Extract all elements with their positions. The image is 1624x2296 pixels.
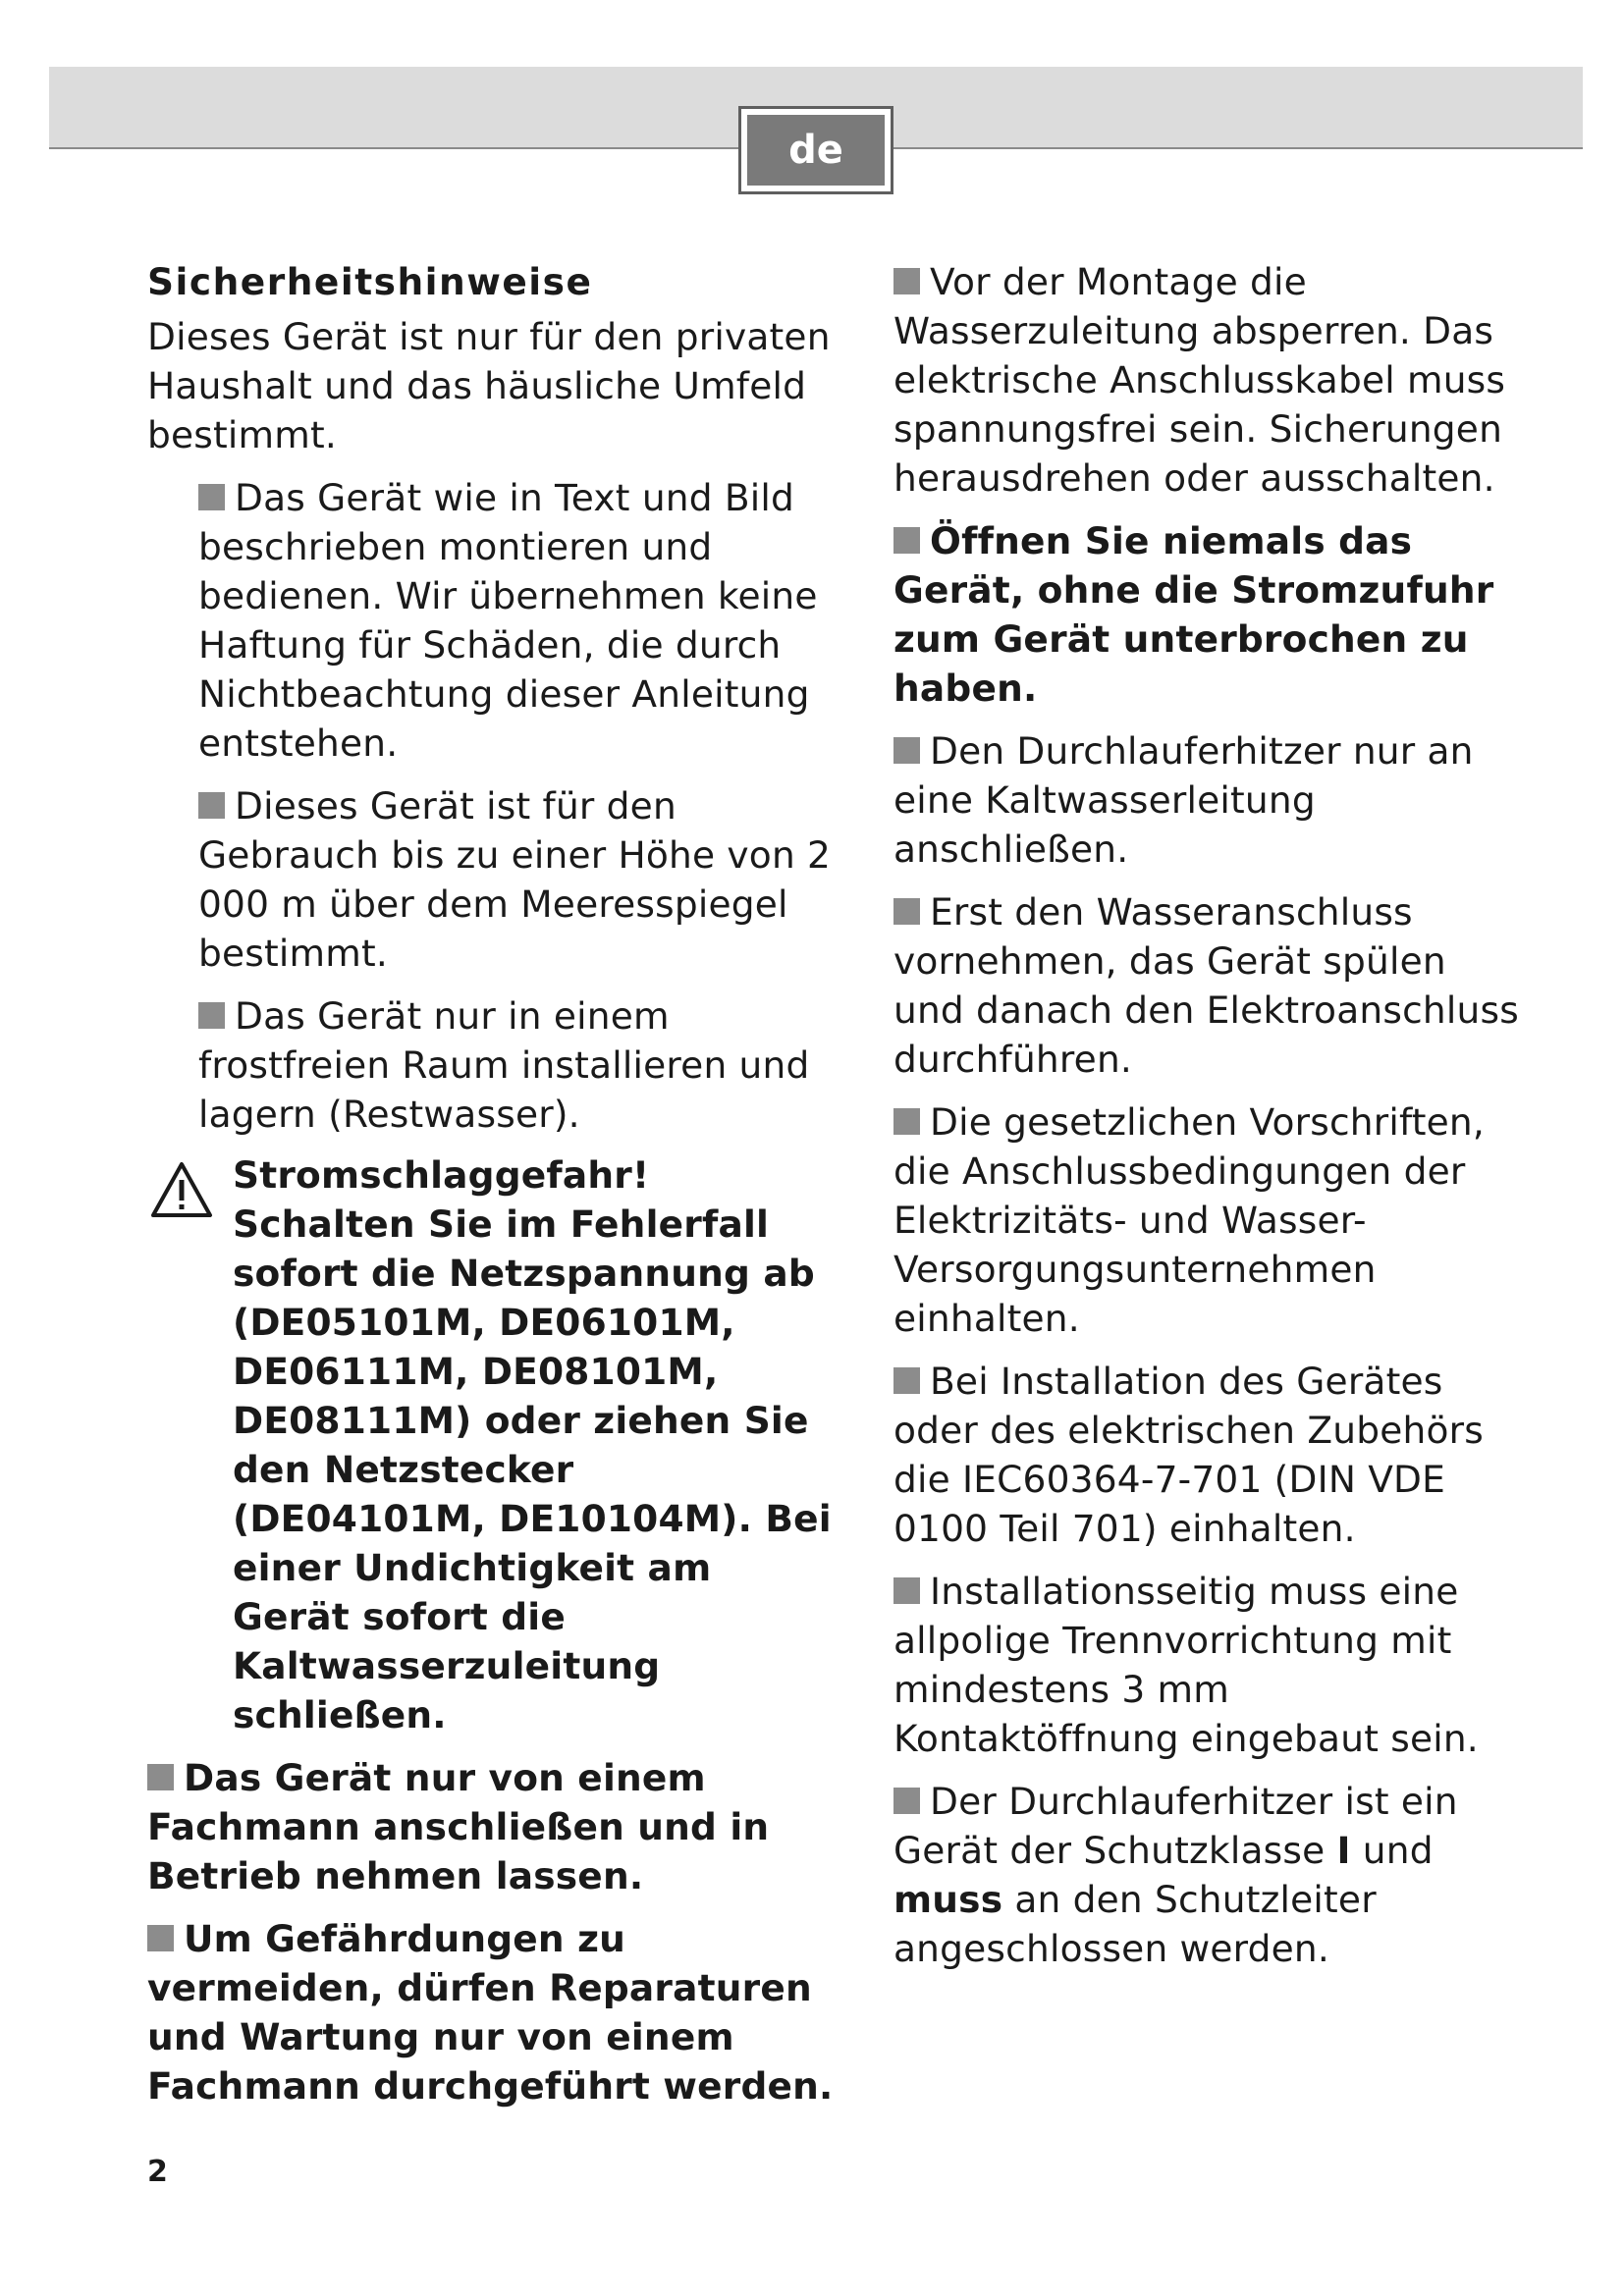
list-item: [893, 1567, 1522, 1763]
language-badge-label: de: [747, 115, 885, 186]
list-item-text: Installationsseitig muss eine allpolige Trennvorrichtung mit mindestens 3 mm Kontaktöffnung eingebaut sein.: [893, 1570, 1479, 1760]
list-item: [893, 1097, 1522, 1343]
square-bullet-icon: [893, 1788, 920, 1814]
list-item: [147, 473, 835, 768]
square-bullet-icon: [893, 898, 920, 925]
section-title: Sicherheitshinweise: [147, 260, 593, 303]
square-bullet-icon: [198, 792, 225, 819]
warning-block: [147, 1150, 835, 1739]
list-item-text: Vor der Montage die Wasserzuleitung absperren. Das elektrische Anschlusskabel muss spannungsfrei sein. Sicherungen herausdrehen oder ausschalten.: [893, 260, 1506, 500]
square-bullet-icon: [147, 1925, 174, 1951]
list-item-text: Öffnen Sie niemals das Gerät, ohne die Stromzufuhr zum Gerät unterbrochen zu haben.: [893, 519, 1494, 710]
protection-class-value: I: [1336, 1829, 1351, 1872]
list-item: [893, 887, 1522, 1084]
list-item-text: Dieses Gerät ist für den Gebrauch bis zu einer Höhe von 2 000 m über dem Meeresspiegel bestimmt.: [198, 784, 832, 975]
intro-paragraph: Dieses Gerät ist nur für den privaten Haushalt und das häusliche Umfeld bestimmt.: [147, 315, 831, 456]
list-item: [147, 1914, 835, 2110]
emphasis-must: muss: [893, 1878, 1003, 1921]
square-bullet-icon: [198, 1002, 225, 1029]
list-item: [893, 1777, 1522, 1973]
list-item: [147, 781, 835, 978]
list-item: [147, 991, 835, 1139]
right-column: [893, 257, 1522, 1973]
square-bullet-icon: [893, 1577, 920, 1604]
warning-triangle-icon: [149, 1160, 214, 1219]
square-bullet-icon: [147, 1764, 174, 1790]
warning-text: Stromschlaggefahr! Schalten Sie im Fehlerfall sofort die Netzspannung ab (DE05101M, DE06101M, DE06111M, DE08101M, DE08111M) oder ziehen Sie den Netzstecker (DE04101M, DE10104M). Bei einer Undichtigkeit am Gerät sofort die Kaltwasserzuleitung schließen.: [233, 1153, 832, 1736]
list-item-text: Den Durchlauferhitzer nur an eine Kaltwasserleitung anschließen.: [893, 729, 1474, 871]
page-number: 2: [147, 2155, 168, 2189]
square-bullet-icon: [893, 268, 920, 294]
square-bullet-icon: [893, 737, 920, 764]
square-bullet-icon: [893, 527, 920, 554]
list-item-text: Bei Installation des Gerätes oder des elektrischen Zubehörs die IEC60364-7-701 (DIN VDE 0100 Teil 701) einhalten.: [893, 1360, 1484, 1550]
list-item-text: Erst den Wasseranschluss vornehmen, das Gerät spülen und danach den Elektroanschluss durchführen.: [893, 890, 1519, 1081]
list-item-text: Das Gerät nur von einem Fachmann anschließen und in Betrieb nehmen lassen.: [147, 1756, 770, 1897]
list-item: [893, 726, 1522, 874]
language-badge: [738, 106, 893, 194]
square-bullet-icon: [893, 1108, 920, 1135]
list-item: [147, 1753, 835, 1900]
left-column: [147, 257, 835, 2110]
list-item-text-part: an den Schutzleiter angeschlossen werden.: [893, 1878, 1377, 1970]
list-item: [893, 1357, 1522, 1553]
list-item-text-part: und: [1350, 1829, 1434, 1872]
list-item-text: Um Gefährdungen zu vermeiden, dürfen Reparaturen und Wartung nur von einem Fachmann durchgeführt werden.: [147, 1917, 834, 2108]
square-bullet-icon: [893, 1367, 920, 1394]
list-item: [893, 516, 1522, 713]
list-item-text: Das Gerät wie in Text und Bild beschrieben montieren und bedienen. Wir übernehmen keine Haftung für Schäden, die durch Nichtbeachtung dieser Anleitung entstehen.: [198, 476, 818, 765]
list-item-text-part: Der Durchlauferhitzer ist ein Gerät der Schutzklasse: [893, 1780, 1458, 1872]
square-bullet-icon: [198, 484, 225, 510]
list-item-text: Das Gerät nur in einem frostfreien Raum installieren und lagern (Restwasser).: [198, 994, 810, 1136]
list-item: [893, 257, 1522, 503]
list-item-text: Die gesetzlichen Vorschriften, die Anschlussbedingungen der Elektrizitäts- und Wasser-Versorgungsunternehmen einhalten.: [893, 1100, 1486, 1340]
